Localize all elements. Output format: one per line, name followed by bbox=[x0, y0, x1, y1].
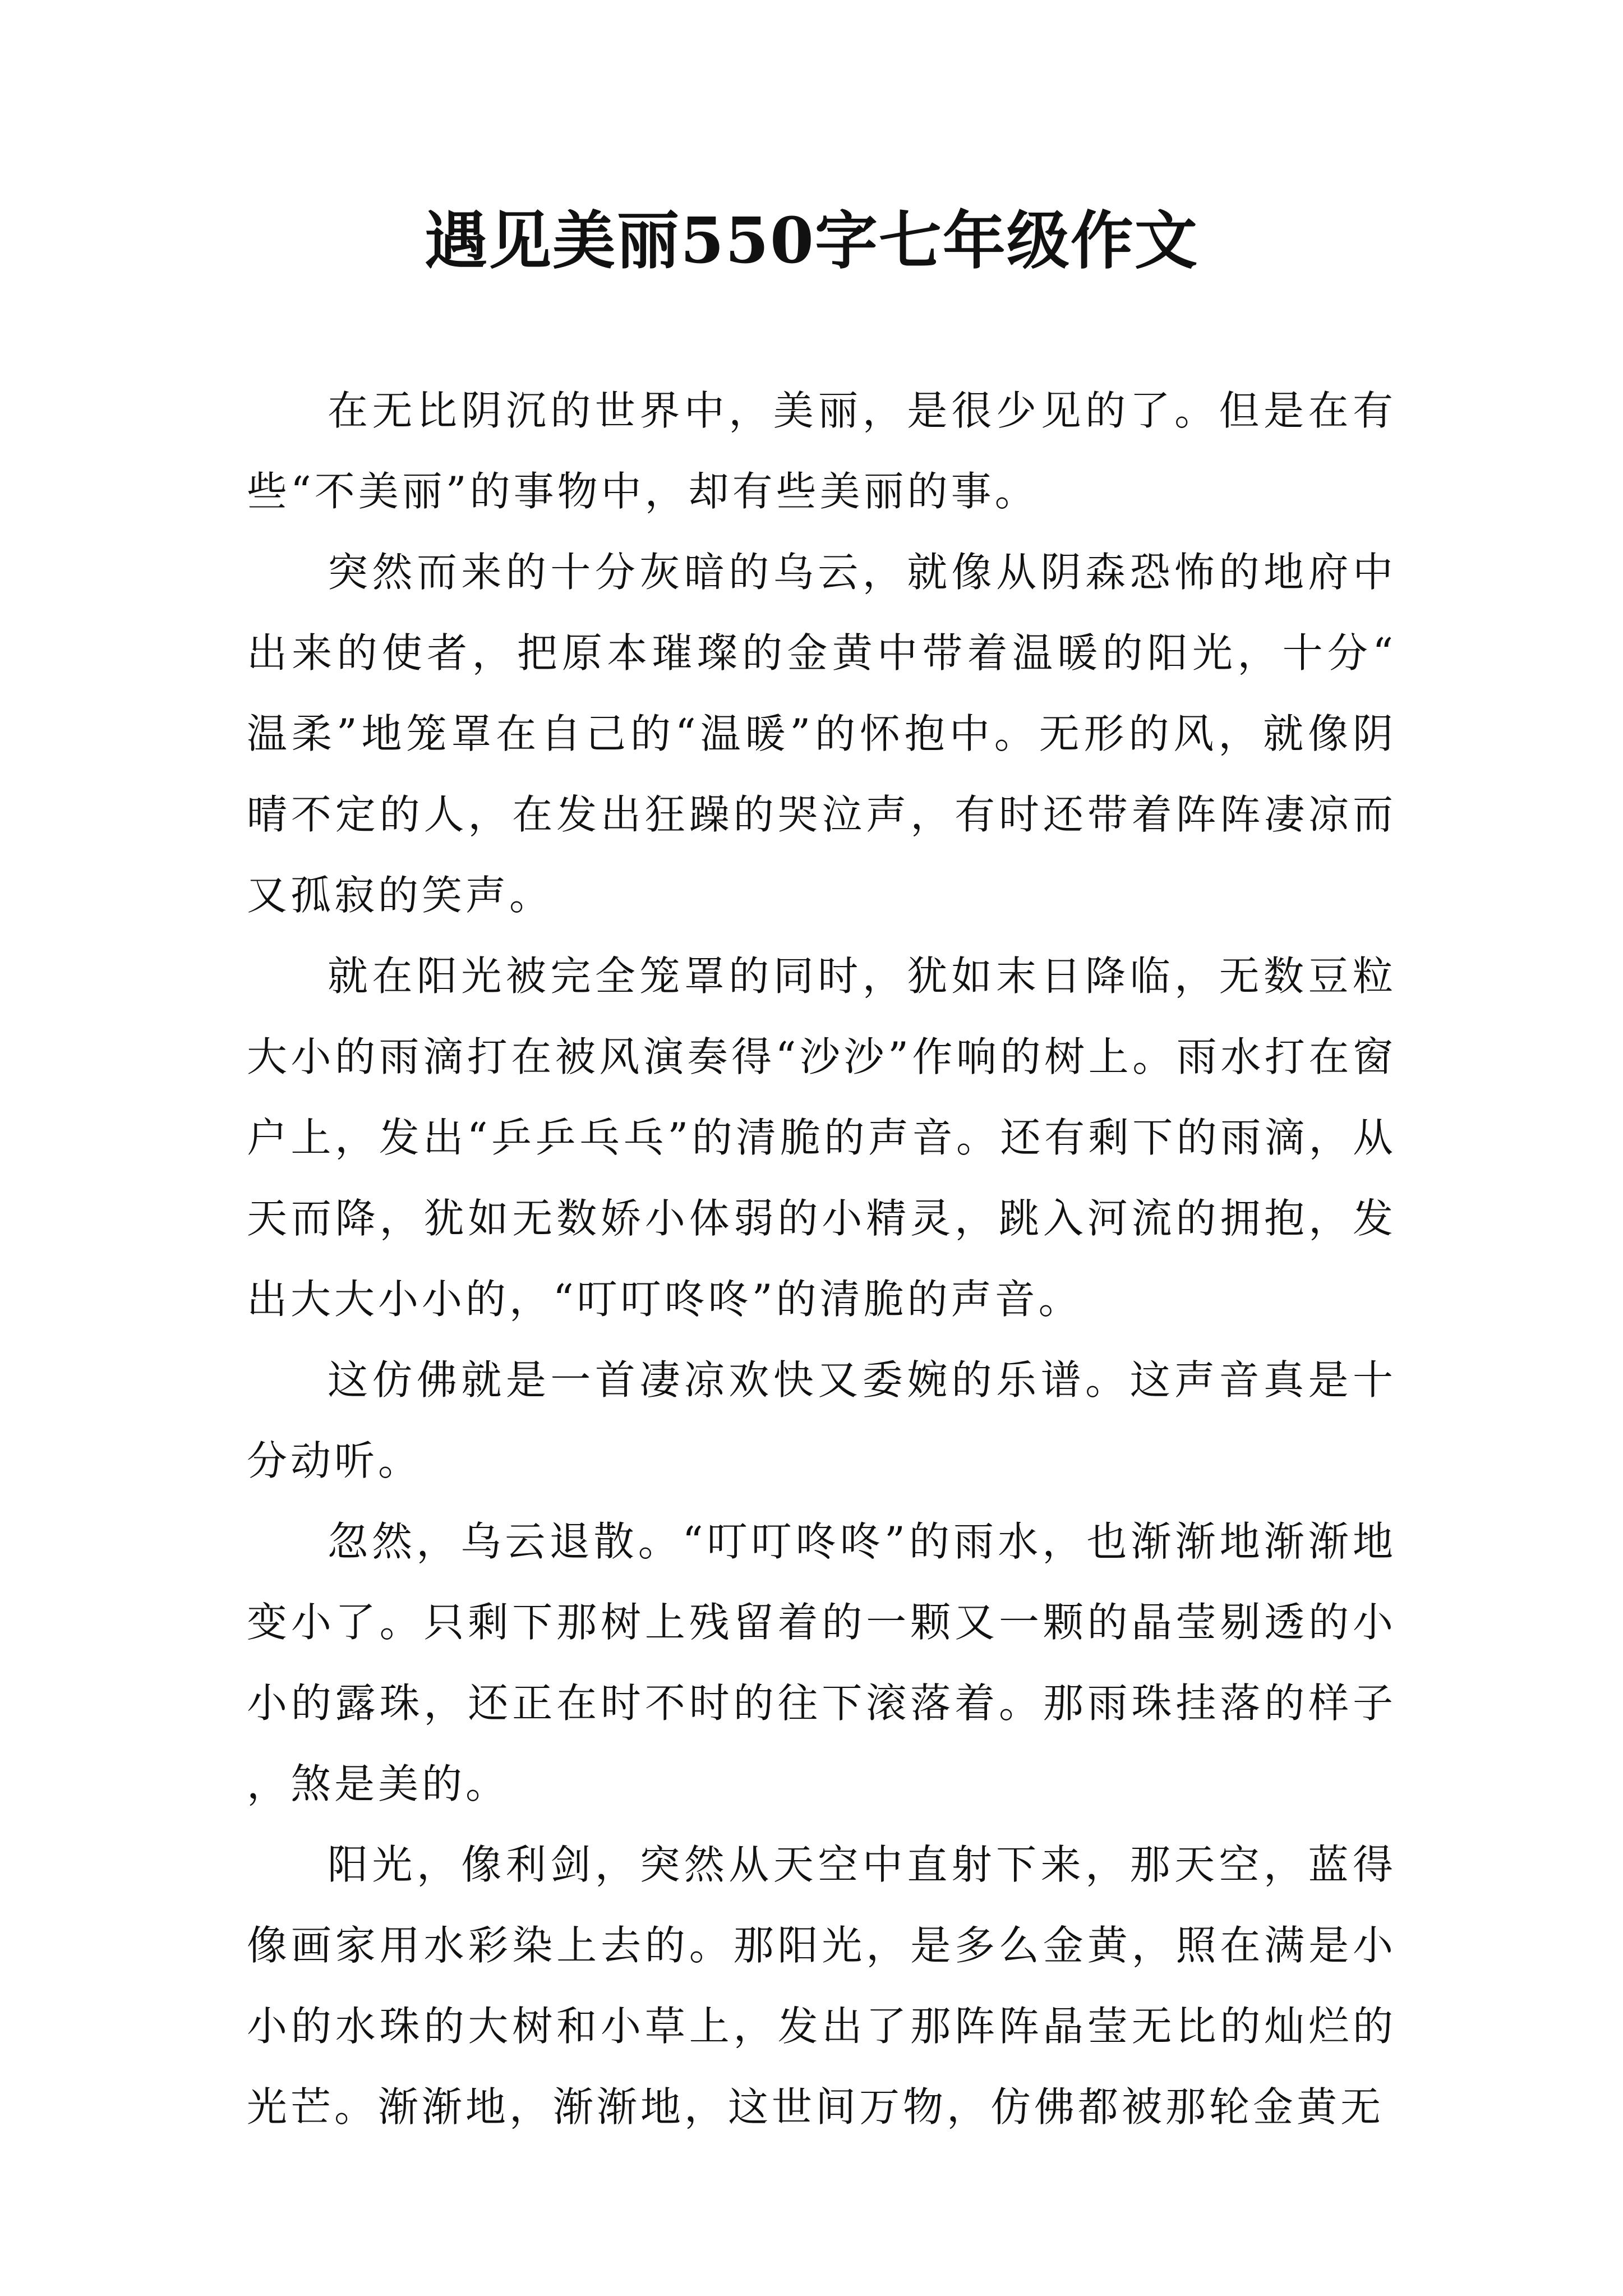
paragraph: 突然而来的十分灰暗的乌云，就像从阴森恐怖的地府中出来的使者，把原本璀璨的金黄中带着温暖的阳光，十分“温柔”地笼罩在自己的“温暖”的怀抱中。无形的风，就像阴晴不定的人，在发出狂躁的哭泣声，有时还带着阵阵凄凉而又孤寂的笑声。 bbox=[247, 549, 1396, 919]
document-title: 遇见美丽550字七年级作文 bbox=[425, 204, 1198, 278]
paragraph: 在无比阴沉的世界中，美丽，是很少见的了。但是在有些“不美丽”的事物中，却有些美丽的事。 bbox=[247, 387, 1396, 515]
document-body bbox=[247, 370, 1396, 2147]
paragraph: 这仿佛就是一首凄凉欢快又委婉的乐谱。这声音真是十分动听。 bbox=[247, 1356, 1396, 1484]
paragraph: 忽然，乌云退散。“叮叮咚咚”的雨水，也渐渐地渐渐地变小了。只剩下那树上残留着的一颗又一颗的晶莹剔透的小小的露珠，还正在时不时的往下滚落着。那雨珠挂落的样子，煞是美的。 bbox=[247, 1518, 1396, 1807]
paragraph: 就在阳光被完全笼罩的同时，犹如末日降临，无数豆粒大小的雨滴打在被风演奏得“沙沙”作响的树上。雨水打在窗户上，发出“乒乒乓乓”的清脆的声音。还有剩下的雨滴，从天而降，犹如无数娇小体弱的小精灵，跳入河流的拥抱，发出大大小小的，“叮叮咚咚”的清脆的声音。 bbox=[247, 953, 1396, 1323]
paragraph: 阳光，像利剑，突然从天空中直射下来，那天空，蓝得像画家用水彩染上去的。那阳光，是多么金黄，照在满是小小的水珠的大树和小草上，发出了那阵阵晶莹无比的灿烂的光芒。渐渐地，渐渐地，这世间万物，仿佛都被那轮金黄无 bbox=[247, 1841, 1396, 2131]
